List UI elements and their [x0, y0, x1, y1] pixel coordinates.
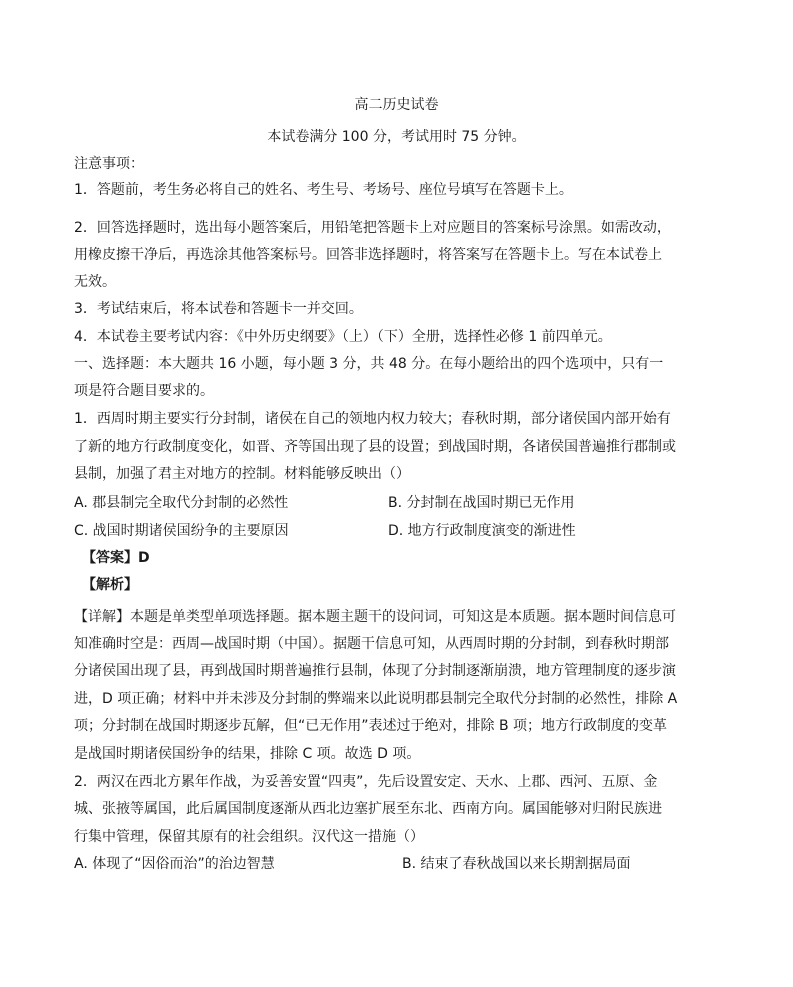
q1-option-b: B. 分封制在战国时期已无作用 — [388, 495, 575, 511]
q1-analysis-heading: 【解析】 — [82, 577, 138, 593]
notes-heading: 注意事项： — [74, 156, 144, 172]
q1-option-a: A. 郡县制完全取代分封制的必然性 — [74, 495, 289, 511]
q1-option-c: C. 战国时期诸侯国纷争的主要原因 — [74, 523, 289, 539]
q1-answer: 【答案】D — [82, 550, 150, 566]
q1-detail-line-5: 项；分封制在战国时期逐步瓦解，但“已无作用”表述过于绝对，排除 B 项；地方行政制度的变革 — [74, 718, 668, 734]
section-instruction-line-2: 项是符合题目要求的。 — [74, 383, 214, 399]
note-1: 1．答题前，考生务必将自己的姓名、考生号、考场号、座位号填写在答题卡上。 — [74, 182, 573, 198]
q2-stem-line-2: 城、张掖等属国，此后属国制度逐渐从西北边塞扩展至东北、西南方向。属国能够对归附民族进 — [74, 801, 662, 817]
q1-option-d: D. 地方行政制度演变的渐进性 — [388, 523, 576, 539]
q1-detail-line-6: 是战国时期诸侯国纷争的结果，排除 C 项。故选 D 项。 — [74, 746, 421, 762]
note-4: 4．本试卷主要考试内容：《中外历史纲要》（上）（下）全册，选择性必修 1 前四单元。 — [74, 329, 612, 345]
q1-stem-line-3: 县制，加强了君主对地方的控制。材料能够反映出（） — [74, 466, 410, 482]
section-instruction-line-1: 一、选择题：本大题共 16 小题，每小题 3 分，共 48 分。在每小题给出的四个选项中，只有一 — [74, 356, 664, 372]
q2-stem-line-3: 行集中管理，保留其原有的社会组织。汉代这一措施（） — [74, 829, 424, 845]
note-2-line-3: 无效。 — [74, 274, 116, 290]
note-2-line-2: 用橡皮擦干净后，再选涂其他答案标号。回答非选择题时，将答案写在答题卡上。写在本试卷上 — [74, 247, 662, 263]
q2-option-a: A. 体现了“因俗而治”的治边智慧 — [74, 856, 275, 872]
q1-stem-line-2: 了新的地方行政制度变化，如晋、齐等国出现了县的设置；到战国时期，各诸侯国普遍推行郡制或 — [74, 439, 676, 455]
q1-detail-line-2: 知准确时空是：西周—战国时期（中国）。据题干信息可知，从西周时期的分封制，到春秋时期部 — [74, 636, 669, 652]
exam-title: 高二历史试卷 — [354, 97, 439, 113]
q1-detail-line-4: 进，D 项正确；材料中并未涉及分封制的弊端来以此说明郡县制完全取代分封制的必然性，排除 A — [74, 691, 678, 707]
q1-detail-line-3: 分诸侯国出现了县，再到战国时期普遍推行县制，体现了分封制逐渐崩溃，地方管理制度的逐步演 — [74, 663, 676, 679]
q2-option-b: B. 结束了春秋战国以来长期割据局面 — [402, 856, 631, 872]
exam-subtitle: 本试卷满分 100 分，考试用时 75 分钟。 — [267, 129, 526, 145]
q2-stem-line-1: 2．两汉在西北方累年作战，为妥善安置“四夷”，先后设置安定、天水、上郡、西河、五原、金 — [74, 774, 658, 790]
q1-stem-line-1: 1．西周时期主要实行分封制，诸侯在自己的领地内权力较大；春秋时期，部分诸侯国内部开始有 — [74, 411, 671, 427]
note-3: 3．考试结束后，将本试卷和答题卡一并交回。 — [74, 301, 363, 317]
note-2-line-1: 2．回答选择题时，选出每小题答案后，用铅笔把答题卡上对应题目的答案标号涂黑。如需改动， — [74, 220, 671, 236]
q1-detail-line-1: 【详解】本题是单类型单项选择题。据本题主题干的设问词，可知这是本质题。据本题时间信息可 — [74, 609, 676, 625]
